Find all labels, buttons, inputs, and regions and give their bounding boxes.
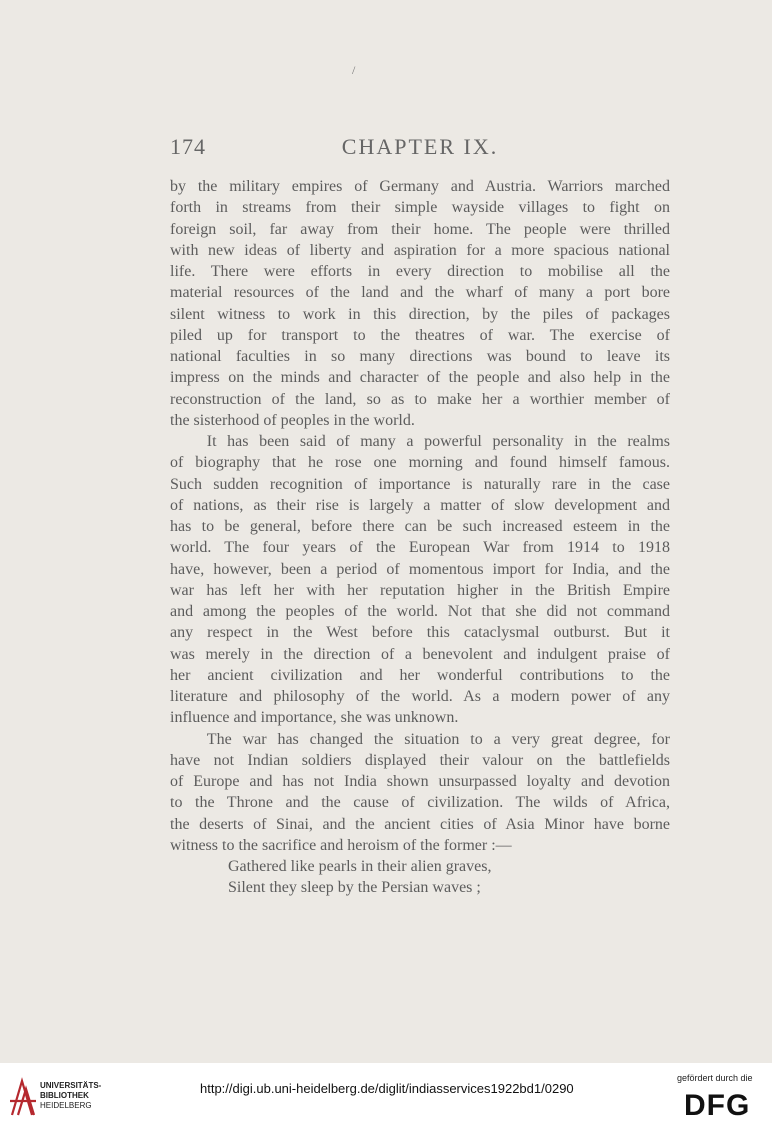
text-line: and among the peoples of the world. Not that she did not command: [170, 603, 670, 620]
text-line: piled up for transport to the theatres of war. The exercise of: [170, 326, 670, 344]
page-number: 174: [170, 134, 206, 159]
text-line: has to be general, before there can be such increased esteem in the: [170, 518, 670, 535]
chapter-title: CHAPTER IX.: [341, 134, 499, 159]
text-line: with new ideas of liberty and aspiration for a more spacious national: [170, 241, 670, 259]
text-line: of biography that he rose one morning and found himself famous.: [170, 454, 670, 472]
text-line: literature and philosophy of the world. As a modern power of any: [170, 688, 670, 705]
margin-mark: /: [352, 63, 356, 77]
paragraph-3: [170, 729, 670, 857]
text-line: was merely in the direction of a benevolent and indulgent praise of: [170, 645, 670, 663]
text-line: of Europe and has not India shown unsurpassed loyalty and devotion: [170, 773, 670, 790]
text-line: the deserts of Sinai, and the ancient cities of Asia Minor have borne: [170, 815, 670, 833]
library-line-2: BIBLIOTHEK: [40, 1091, 89, 1100]
text-line: foreign soil, far away from their home. The people were thrilled: [170, 220, 670, 238]
text-line: forth in streams from their simple wayside villages to fight on: [170, 199, 670, 217]
library-line-1: UNIVERSITÄTS-: [40, 1081, 102, 1090]
text-line: war has left her with her reputation higher in the British Empire: [170, 581, 670, 599]
text-line: The war has changed the situation to a very great degree, for: [206, 730, 670, 748]
poem-quote: [170, 856, 670, 899]
text-line: of nations, as their rise is largely a matter of slow development and: [170, 496, 670, 514]
poem-line: Gathered like pearls in their alien graves,: [228, 858, 492, 875]
text-line: witness to the sacrifice and heroism of the former :—: [170, 836, 512, 854]
page-header: [170, 134, 670, 164]
text-line: reconstruction of the land, so as to make her a worthier member of: [170, 390, 670, 408]
text-line: life. There were efforts in every direction to mobilise all the: [170, 263, 670, 280]
body-text: [170, 176, 670, 899]
text-line: her ancient civilization and her wonderful contributions to the: [170, 666, 670, 684]
library-name: [40, 1081, 101, 1111]
paragraph-2: [170, 431, 670, 729]
library-line-3: HEIDELBERG: [40, 1101, 92, 1110]
dfg-logo-icon: [682, 1088, 762, 1118]
text-line: to the Throne and the cause of civilization. The wilds of Africa,: [170, 794, 670, 812]
paragraph-1: [170, 176, 670, 431]
text-line: Such sudden recognition of importance is naturally rare in the case: [170, 475, 670, 493]
text-line: material resources of the land and the wharf of many a port bore: [170, 284, 670, 302]
text-line: It has been said of many a powerful personality in the realms: [206, 433, 670, 450]
text-line: by the military empires of Germany and Austria. Warriors marched: [170, 178, 670, 195]
poem-line: Silent they sleep by the Persian waves ;: [228, 879, 481, 897]
text-line: national faculties in so many directions was bound to leave its: [170, 348, 670, 365]
text-line: silent witness to work in this direction, by the piles of packages: [170, 305, 670, 323]
text-line: influence and importance, she was unknown.: [170, 709, 459, 727]
text-line: the sisterhood of peoples in the world.: [170, 411, 415, 429]
dfg-logo-text: DFG: [684, 1089, 751, 1118]
text-line: world. The four years of the European War from 1914 to 1918: [170, 539, 670, 557]
text-line: have not Indian soldiers displayed their valour on the battlefields: [170, 751, 670, 769]
text-line: any respect in the West before this cataclysmal outburst. But it: [170, 624, 670, 642]
permalink-url[interactable]: http://digi.ub.uni-heidelberg.de/diglit/indiasservices1922bd1/0290: [200, 1081, 574, 1096]
text-line: have, however, been a period of momentous import for India, and the: [170, 560, 670, 578]
text-line: impress on the minds and character of the people and also help in the: [170, 369, 670, 387]
funding-label: gefördert durch die: [677, 1073, 753, 1083]
